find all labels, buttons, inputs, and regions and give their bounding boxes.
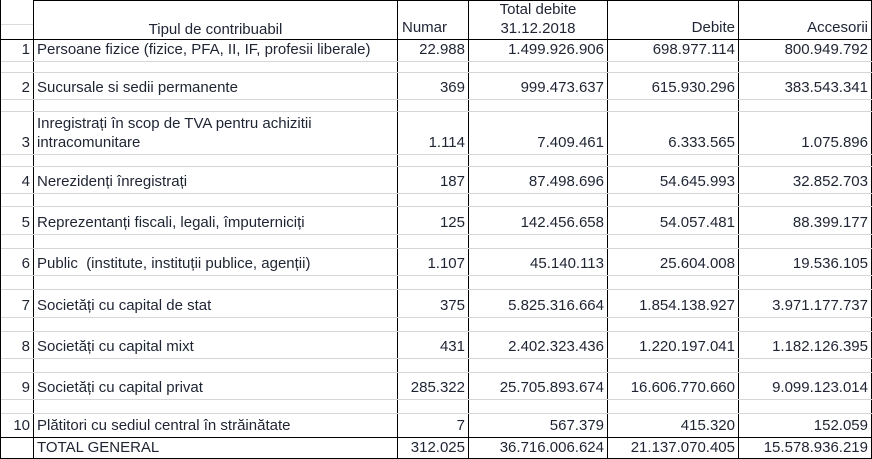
taxpayer-type-cell: Societăți cu capital privat: [34, 373, 398, 399]
grid-cell: [739, 400, 872, 413]
row-number-cell: 3: [1, 112, 34, 154]
row-number-cell: 7: [1, 290, 34, 317]
grid-cell: [398, 100, 469, 111]
grid-cell: [739, 276, 872, 289]
grid-cell: [34, 400, 398, 413]
table-row: [1, 290, 872, 318]
total-row: [1, 438, 872, 459]
header-taxpayer-type: Tipul de contribuabil: [34, 0, 398, 39]
taxpayer-type-cell: Plătitori cu sediul central în străinătate: [34, 414, 398, 437]
numar-cell: 375: [398, 290, 469, 317]
grid-cell: [608, 194, 739, 206]
taxpayer-type-cell: Reprezentanți fiscali, legali, împuterniciți: [34, 207, 398, 234]
taxpayer-type-cell: Persoane fizice (fizice, PFA, II, IF, profesii liberale): [34, 40, 398, 61]
total-debite-cell: 1.499.926.906: [469, 40, 608, 61]
total-debite-cell: 45.140.113: [469, 249, 608, 275]
taxpayer-type-cell: Public (institute, instituții publice, agenții): [34, 249, 398, 275]
taxpayer-type-cell: Societăți cu capital de stat: [34, 290, 398, 317]
row-number-cell: 6: [1, 249, 34, 275]
total-debite-cell: 5.825.316.664: [469, 290, 608, 317]
header-numar: Numar: [398, 0, 469, 39]
grid-cell: [1, 62, 34, 72]
grid-cell: [608, 318, 739, 331]
grid-cell: [739, 235, 872, 248]
table-row: [1, 167, 872, 194]
grid-cell: [1, 318, 34, 331]
spacer-row: [1, 359, 872, 373]
table-row: [1, 40, 872, 62]
taxpayer-type-cell: Societăți cu capital mixt: [34, 332, 398, 358]
table-row: [1, 207, 872, 235]
grid-cell: [608, 359, 739, 372]
taxpayer-type-cell: Inregistrați în scop de TVA pentru achizitii intracomunitare: [34, 112, 398, 154]
numar-cell: 187: [398, 167, 469, 193]
grid-cell: [469, 155, 608, 166]
grid-cell: [34, 235, 398, 248]
grid-cell: [34, 276, 398, 289]
row-number-cell: 2: [1, 73, 34, 99]
header-total-debite: [469, 0, 608, 39]
spacer-row: [1, 276, 872, 290]
accesorii-cell: 1.075.896: [739, 112, 872, 154]
grid-cell: [398, 359, 469, 372]
row-number-cell: 1: [1, 40, 34, 61]
numar-cell: 312.025: [398, 438, 469, 458]
spacer-row: [1, 62, 872, 73]
table-row: [1, 414, 872, 438]
numar-cell: 1.114: [398, 112, 469, 154]
spacer-row: [1, 155, 872, 167]
total-debite-cell: 87.498.696: [469, 167, 608, 193]
total-debite-cell: 142.456.658: [469, 207, 608, 234]
grid-cell: [608, 62, 739, 72]
accesorii-cell: 19.536.105: [739, 249, 872, 275]
grid-cell: [469, 100, 608, 111]
grid-cell: [608, 276, 739, 289]
grid-cell: [1, 359, 34, 372]
grid-cell: [34, 62, 398, 72]
grid-cell: [608, 155, 739, 166]
grid-cell: [608, 235, 739, 248]
numar-cell: 7: [398, 414, 469, 437]
grid-cell: [739, 318, 872, 331]
header-total-debite-line1: Total debite: [499, 1, 577, 18]
row-number-cell: 9: [1, 373, 34, 399]
header-debite: Debite: [608, 0, 739, 39]
grid-cell: [739, 100, 872, 111]
numar-cell: 369: [398, 73, 469, 99]
grid-cell: [469, 318, 608, 331]
debite-cell: 1.854.138.927: [608, 290, 739, 317]
header-row: [1, 0, 872, 40]
numar-cell: 22.988: [398, 40, 469, 61]
header-accesorii: Accesorii: [739, 0, 872, 39]
header-total-debite-line2: 31.12.2018: [500, 20, 576, 37]
table-row: [1, 73, 872, 100]
numar-cell: 1.107: [398, 249, 469, 275]
header-corner-cell: [1, 0, 34, 39]
table-row: [1, 373, 872, 400]
grid-cell: [608, 400, 739, 413]
grid-cell: [34, 155, 398, 166]
grid-cell: [739, 194, 872, 206]
total-debite-cell: 25.705.893.674: [469, 373, 608, 399]
row-number-cell: 10: [1, 414, 34, 437]
debite-cell: 21.137.070.405: [608, 438, 739, 458]
grid-cell: [739, 155, 872, 166]
debite-cell: 25.604.008: [608, 249, 739, 275]
debite-cell: 698.977.114: [608, 40, 739, 61]
grid-cell: [398, 62, 469, 72]
total-label-cell: TOTAL GENERAL: [34, 438, 398, 458]
grid-cell: [398, 276, 469, 289]
grid-cell: [398, 400, 469, 413]
numar-cell: 431: [398, 332, 469, 358]
debite-cell: 54.057.481: [608, 207, 739, 234]
numar-cell: 285.322: [398, 373, 469, 399]
debite-cell: 1.220.197.041: [608, 332, 739, 358]
debite-cell: 16.606.770.660: [608, 373, 739, 399]
row-number-cell: [1, 438, 34, 458]
grid-cell: [1, 194, 34, 206]
spacer-row: [1, 100, 872, 112]
grid-cell: [469, 235, 608, 248]
grid-cell: [1, 400, 34, 413]
taxpayer-type-cell: Sucursale si sedii permanente: [34, 73, 398, 99]
total-debite-cell: 36.716.006.624: [469, 438, 608, 458]
total-debite-cell: 2.402.323.436: [469, 332, 608, 358]
grid-cell: [1, 155, 34, 166]
grid-cell: [34, 318, 398, 331]
spacer-row: [1, 235, 872, 249]
grid-cell: [469, 194, 608, 206]
grid-cell: [34, 359, 398, 372]
grid-cell: [398, 235, 469, 248]
accesorii-cell: 9.099.123.014: [739, 373, 872, 399]
total-debite-cell: 567.379: [469, 414, 608, 437]
row-number-cell: 5: [1, 207, 34, 234]
grid-cell: [398, 155, 469, 166]
grid-cell: [469, 400, 608, 413]
spacer-row: [1, 400, 872, 414]
grid-cell: [34, 100, 398, 111]
table-row: [1, 112, 872, 155]
taxpayer-type-cell: Nerezidenți înregistrați: [34, 167, 398, 193]
total-debite-cell: 7.409.461: [469, 112, 608, 154]
accesorii-cell: 800.949.792: [739, 40, 872, 61]
spacer-row: [1, 194, 872, 207]
accesorii-cell: 88.399.177: [739, 207, 872, 234]
grid-cell: [739, 62, 872, 72]
total-debite-cell: 999.473.637: [469, 73, 608, 99]
grid-cell: [1, 100, 34, 111]
accesorii-cell: 32.852.703: [739, 167, 872, 193]
debite-cell: 6.333.565: [608, 112, 739, 154]
debite-cell: 54.645.993: [608, 167, 739, 193]
table-row: [1, 332, 872, 359]
grid-line: [1, 24, 33, 25]
accesorii-cell: 15.578.936.219: [739, 438, 872, 458]
row-number-cell: 4: [1, 167, 34, 193]
grid-cell: [398, 318, 469, 331]
grid-cell: [398, 194, 469, 206]
grid-cell: [739, 359, 872, 372]
grid-cell: [1, 235, 34, 248]
debite-cell: 615.930.296: [608, 73, 739, 99]
table-row: [1, 249, 872, 276]
grid-cell: [469, 359, 608, 372]
grid-cell: [608, 100, 739, 111]
spacer-row: [1, 318, 872, 332]
grid-cell: [34, 194, 398, 206]
debite-cell: 415.320: [608, 414, 739, 437]
accesorii-cell: 1.182.126.395: [739, 332, 872, 358]
grid-cell: [1, 276, 34, 289]
row-number-cell: 8: [1, 332, 34, 358]
accesorii-cell: 383.543.341: [739, 73, 872, 99]
accesorii-cell: 152.059: [739, 414, 872, 437]
grid-cell: [469, 62, 608, 72]
numar-cell: 125: [398, 207, 469, 234]
grid-cell: [469, 276, 608, 289]
accesorii-cell: 3.971.177.737: [739, 290, 872, 317]
